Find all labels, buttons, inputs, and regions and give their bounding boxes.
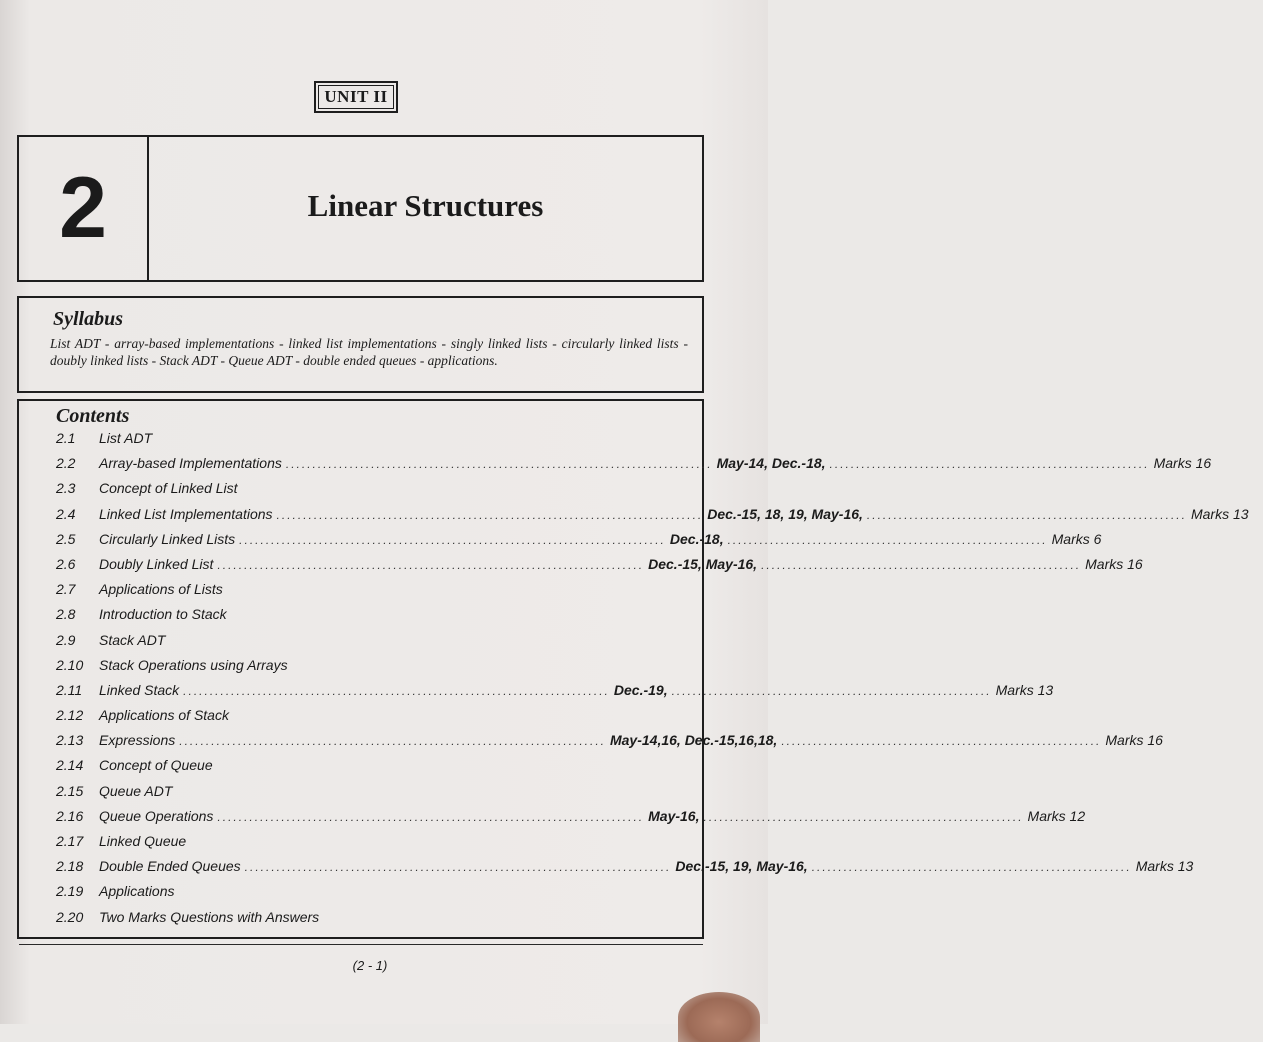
toc-section-number: 2.20	[56, 908, 84, 925]
toc-row	[56, 530, 1102, 556]
chapter-header	[17, 135, 704, 282]
toc-section-title: Linked List Implementations	[99, 505, 273, 522]
contents-box	[17, 399, 1249, 939]
toc-section-number: 2.18	[56, 858, 84, 875]
toc-row	[56, 858, 1194, 883]
toc-row	[56, 632, 688, 657]
toc-marks: Marks 13	[1135, 858, 1194, 875]
toc-section-number: 2.9	[56, 631, 76, 648]
toc-row	[56, 732, 1163, 757]
toc-section-number: 2.15	[56, 782, 84, 799]
toc-marks: Marks 6	[1051, 530, 1102, 547]
toc-section-number: 2.17	[56, 833, 84, 849]
toc-row	[56, 455, 1212, 480]
toc-section-title: Linked Stack	[99, 681, 180, 698]
toc-section-title: Applications	[99, 883, 175, 900]
toc-section-number: 2.5	[56, 530, 76, 547]
toc-exam-dates: Dec.-18,	[669, 530, 724, 547]
toc-leader-dots: ............................................................	[781, 734, 1102, 749]
toc-marks: Marks 16	[1153, 455, 1212, 472]
toc-leader-dots: ............................................................	[829, 457, 1150, 472]
toc-section-number: 2.2	[56, 455, 76, 472]
toc-section-title: Stack ADT	[99, 631, 166, 648]
toc-exam-dates: Dec.-15, May-16,	[648, 555, 758, 572]
toc-row	[56, 909, 688, 934]
toc-section-title: Doubly Linked List	[99, 555, 214, 572]
toc-section-title: Concept of Queue	[99, 757, 213, 774]
toc-exam-dates: May-14, Dec.-18,	[716, 455, 826, 472]
toc-exam-dates: May-16,	[648, 807, 700, 824]
toc-section-number: 2.13	[56, 732, 84, 749]
toc-section-title: Applications of Lists	[99, 581, 223, 598]
toc-exam-dates: Dec.-15, 19, May-16,	[675, 858, 808, 875]
toc-section-number: 2.6	[56, 555, 76, 572]
toc-row	[56, 833, 688, 858]
toc-marks: Marks 12	[1027, 807, 1086, 824]
toc-leader-dots: ............................................................	[811, 860, 1132, 875]
toc-section-number: 2.10	[56, 656, 84, 673]
toc-section-number: 2.12	[56, 707, 84, 724]
footer-rule	[19, 944, 703, 945]
toc-leader-dots: ............................................................	[727, 532, 1048, 547]
toc-leader-dots: ................................................................................	[179, 734, 606, 749]
toc-leader-dots: ............................................................	[761, 557, 1082, 572]
toc-exam-dates: Dec.-19,	[613, 681, 668, 698]
unit-label: UNIT II	[318, 85, 393, 109]
toc-marks: Marks 13	[995, 681, 1054, 698]
thumb-photo	[678, 992, 760, 1042]
toc-section-number: 2.8	[56, 606, 76, 623]
toc-section-title: Queue ADT	[99, 782, 173, 799]
toc-row	[56, 883, 688, 908]
toc-exam-dates: Dec.-15, 18, 19, May-16,	[707, 505, 863, 522]
syllabus-box	[17, 296, 704, 393]
toc-section-title: Applications of Stack	[99, 707, 229, 724]
contents-heading: Contents	[56, 405, 130, 427]
toc-section-title: Linked Queue	[99, 833, 187, 849]
toc-row	[56, 606, 688, 631]
toc-section-number: 2.11	[56, 681, 83, 698]
toc-section-number: 2.14	[56, 757, 84, 774]
toc-row	[56, 681, 1054, 707]
toc-marks: Marks 16	[1085, 555, 1143, 572]
toc-section-number: 2.4	[56, 505, 76, 522]
toc-row	[56, 807, 1086, 833]
toc-leader-dots: ............................................................	[671, 683, 992, 698]
toc-leader-dots: ................................................................................	[217, 557, 645, 572]
toc-marks: Marks 16	[1105, 732, 1163, 749]
contents-list	[56, 430, 1249, 934]
toc-section-title: Queue Operations	[99, 807, 214, 824]
toc-section-title: Stack Operations using Arrays	[99, 656, 288, 673]
toc-row	[56, 555, 1143, 581]
toc-row	[56, 480, 688, 505]
toc-section-title: Concept of Linked List	[99, 480, 238, 497]
toc-leader-dots: ................................................................................	[276, 507, 704, 522]
toc-leader-dots: ................................................................................	[285, 457, 713, 472]
toc-section-title: Introduction to Stack	[99, 606, 227, 623]
toc-section-number: 2.3	[56, 480, 76, 497]
toc-exam-dates: May-14,16, Dec.-15,16,18,	[609, 732, 778, 749]
toc-leader-dots: ................................................................................	[244, 860, 672, 875]
toc-row	[56, 430, 688, 455]
toc-section-title: Two Marks Questions with Answers	[99, 908, 320, 925]
toc-section-title: Array-based Implementations	[99, 455, 282, 472]
syllabus-text: List ADT - array-based implementations - linked list implementations - singly linked lists - circularly linked lists - doubly linked lists - Stack ADT - Queue ADT - double ended queues - applications.	[50, 336, 688, 368]
toc-section-title: Circularly Linked Lists	[99, 530, 236, 547]
syllabus-heading: Syllabus	[53, 308, 124, 330]
unit-label-box	[314, 81, 398, 113]
toc-row	[56, 783, 688, 808]
toc-row	[56, 707, 688, 732]
toc-section-number: 2.16	[56, 807, 84, 824]
toc-section-title: Expressions	[99, 732, 176, 749]
toc-leader-dots: ............................................................	[703, 809, 1024, 824]
toc-row	[56, 581, 688, 606]
toc-row	[56, 505, 1249, 531]
toc-section-title: Double Ended Queues	[99, 858, 241, 875]
toc-leader-dots: ............................................................	[866, 507, 1187, 522]
toc-leader-dots: ................................................................................	[239, 532, 666, 547]
toc-section-title: List ADT	[99, 430, 153, 446]
chapter-number: 2	[19, 137, 149, 280]
toc-section-number: 2.1	[56, 430, 76, 446]
toc-marks: Marks 13	[1190, 505, 1249, 522]
toc-section-number: 2.7	[56, 581, 76, 598]
toc-row	[56, 657, 688, 682]
chapter-title: Linear Structures	[307, 187, 544, 223]
toc-leader-dots: ................................................................................	[183, 683, 610, 698]
page-number: (2 - 1)	[352, 958, 388, 973]
toc-leader-dots: ................................................................................	[217, 809, 645, 824]
toc-section-number: 2.19	[56, 883, 84, 900]
toc-row	[56, 757, 688, 782]
